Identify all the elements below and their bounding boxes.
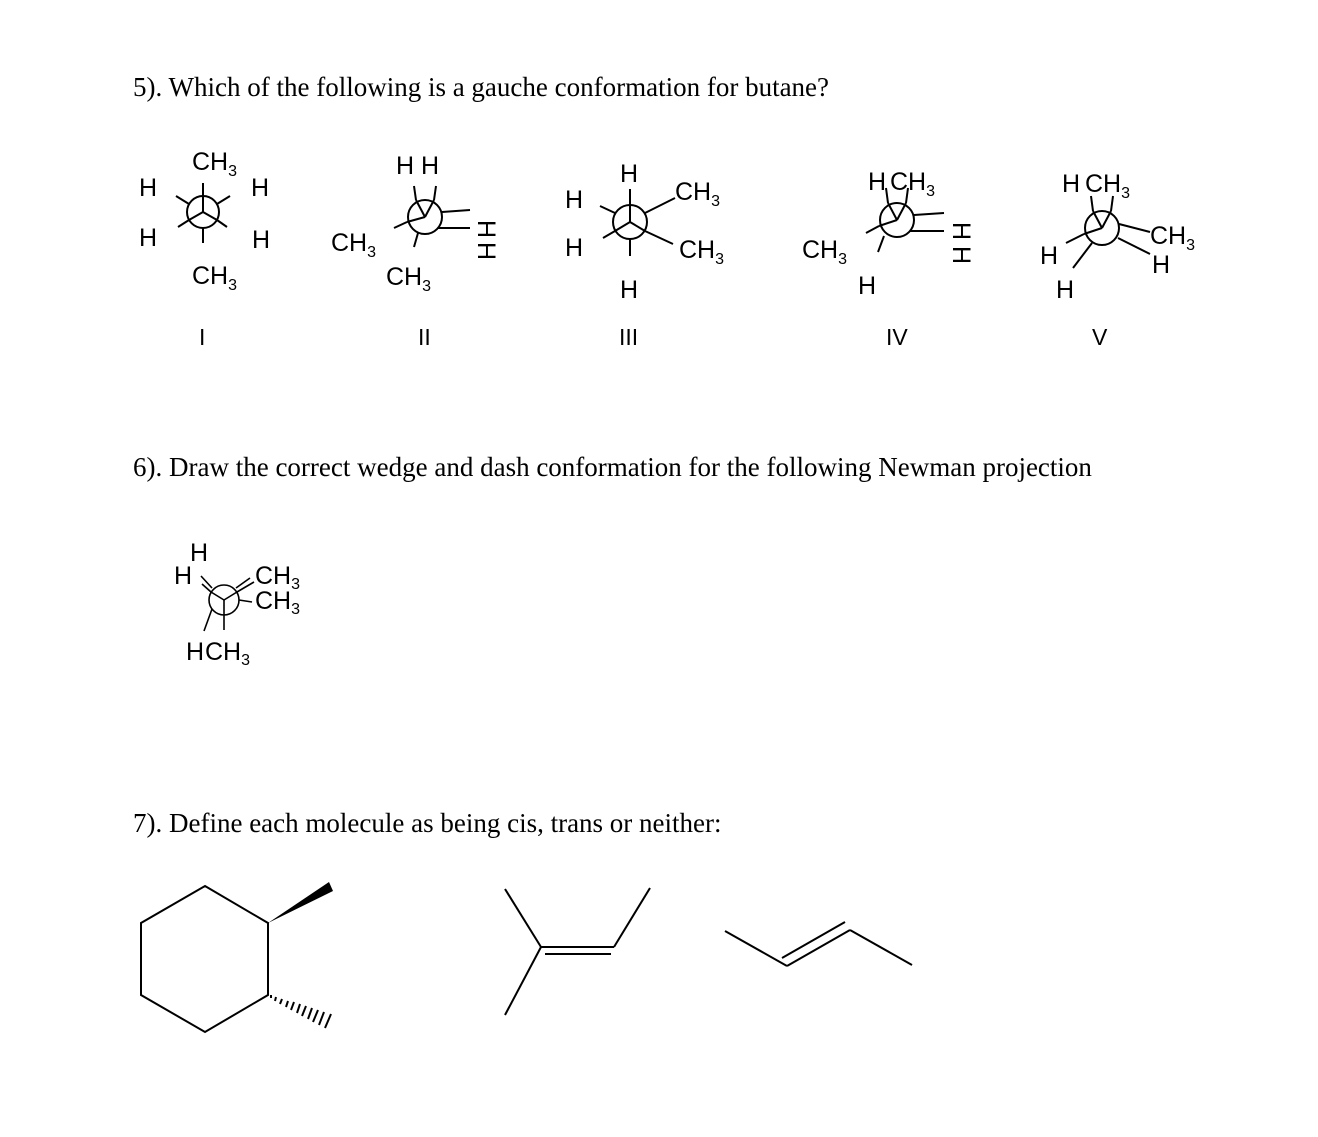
substituent-ch3: $CH_3$ — [255, 587, 301, 618]
roman-numeral-iv: IV — [886, 324, 908, 350]
substituent-h: H — [858, 272, 877, 300]
wedge-bond — [268, 882, 333, 923]
substituent-ch3: $CH_3$ — [386, 263, 432, 295]
substituent-h: H — [947, 246, 975, 265]
substituent-h: H — [565, 186, 584, 214]
butene-structure — [725, 922, 912, 966]
methylbutene-structure — [505, 888, 650, 1015]
substituent-ch3: $CH_3$ — [192, 262, 238, 294]
substituent-h: H — [139, 174, 158, 202]
substituent-h: H — [565, 234, 584, 262]
substituent-h: H — [1040, 242, 1059, 270]
substituent-ch3: $CH_3$ — [255, 562, 301, 593]
substituent-ch3: $CH_3$ — [331, 229, 377, 261]
substituent-ch3: $CH_3$ — [675, 178, 721, 210]
substituent-h: H — [186, 638, 205, 666]
roman-numeral-i: I — [199, 324, 206, 350]
substituent-h: H — [472, 242, 500, 261]
substituent-h: H — [251, 174, 270, 202]
substituent-ch3: $CH_3$ — [1085, 170, 1131, 202]
question-6: 6). Draw the correct wedge and dash conformation for the following Newman projection — [133, 452, 1092, 482]
substituent-ch3: $CH_3$ — [802, 236, 848, 268]
substituent-h: H — [947, 222, 975, 241]
substituent-h: H — [139, 224, 158, 252]
substituent-ch3: $CH_3$ — [1150, 222, 1196, 254]
substituent-h: H — [190, 539, 209, 567]
substituent-h: H — [472, 220, 500, 239]
substituent-ch3: $CH_3$ — [679, 236, 725, 268]
substituent-h: H — [421, 152, 440, 180]
substituent-h: H — [174, 562, 193, 590]
substituent-h: H — [252, 226, 271, 254]
substituent-h: H — [1062, 170, 1081, 198]
roman-numeral-ii: II — [418, 324, 431, 350]
dash-bond — [271, 995, 331, 1028]
dimethylcyclohexane-structure — [141, 882, 333, 1032]
substituent-h: H — [620, 160, 639, 188]
substituent-h: H — [620, 276, 639, 304]
substituent-h: H — [1056, 276, 1075, 304]
question-7: 7). Define each molecule as being cis, trans or neither: — [133, 808, 722, 838]
substituent-h: H — [868, 168, 887, 196]
substituent-ch3: $CH_3$ — [890, 168, 936, 200]
question-5: 5). Which of the following is a gauche conformation for butane? — [133, 72, 830, 102]
substituent-ch3: $CH_3$ — [205, 638, 251, 669]
substituent-ch3: $CH_3$ — [192, 148, 238, 180]
substituent-h: H — [1152, 251, 1171, 279]
substituent-h: H — [396, 152, 415, 180]
roman-numeral-v: V — [1092, 324, 1108, 350]
roman-numeral-iii: III — [619, 324, 639, 350]
